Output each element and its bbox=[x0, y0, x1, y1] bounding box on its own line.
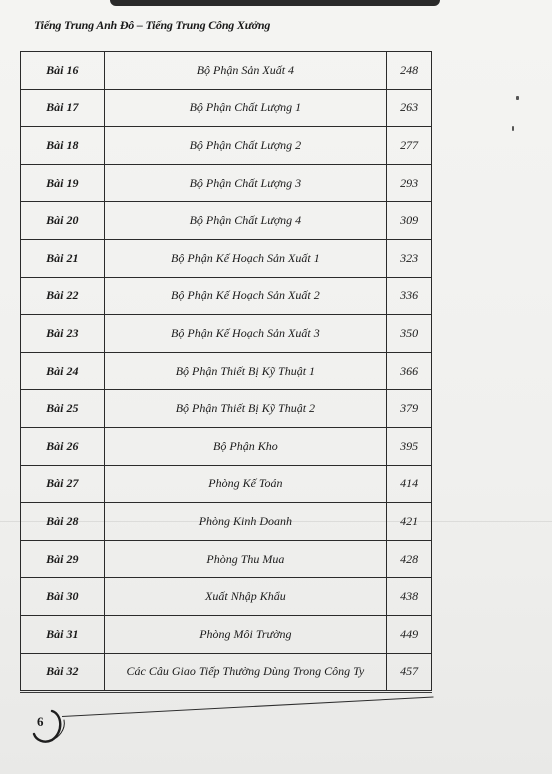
lesson-number: Bài 24 bbox=[21, 352, 105, 390]
lesson-title: Bộ Phận Kế Hoạch Sản Xuất 3 bbox=[104, 315, 387, 353]
table-row bbox=[21, 315, 432, 353]
page-number-cell: 263 bbox=[387, 89, 432, 127]
lesson-number: Bài 19 bbox=[21, 164, 105, 202]
page-number-cell: 457 bbox=[387, 653, 432, 691]
table-row bbox=[21, 52, 432, 90]
table-row bbox=[21, 239, 432, 277]
lesson-number: Bài 20 bbox=[21, 202, 105, 240]
lesson-title: Bộ Phận Kế Hoạch Sản Xuất 2 bbox=[104, 277, 387, 315]
lesson-number: Bài 17 bbox=[21, 89, 105, 127]
lesson-title: Bộ Phận Thiết Bị Kỹ Thuật 2 bbox=[104, 390, 387, 428]
page-number-cell: 350 bbox=[387, 315, 432, 353]
table-row bbox=[21, 578, 432, 616]
lesson-title: Bộ Phận Kho bbox=[104, 427, 387, 465]
lesson-number: Bài 31 bbox=[21, 615, 105, 653]
lesson-number: Bài 18 bbox=[21, 127, 105, 165]
lesson-number: Bài 22 bbox=[21, 277, 105, 315]
lesson-number: Bài 28 bbox=[21, 503, 105, 541]
lesson-title: Bộ Phận Chất Lượng 3 bbox=[104, 164, 387, 202]
page-number-cell: 366 bbox=[387, 352, 432, 390]
page-number-cell: 379 bbox=[387, 390, 432, 428]
scan-speck bbox=[512, 126, 514, 131]
table-row bbox=[21, 127, 432, 165]
lesson-number: Bài 29 bbox=[21, 540, 105, 578]
lesson-title: Bộ Phận Kế Hoạch Sản Xuất 1 bbox=[104, 239, 387, 277]
scanner-top-edge bbox=[110, 0, 440, 6]
table-row bbox=[21, 653, 432, 691]
lesson-title: Các Câu Giao Tiếp Thường Dùng Trong Công Ty bbox=[104, 653, 387, 691]
page-number-cell: 248 bbox=[387, 52, 432, 90]
lesson-title: Bộ Phận Thiết Bị Kỹ Thuật 1 bbox=[104, 352, 387, 390]
swirl-ornament-icon bbox=[28, 708, 68, 744]
lesson-number: Bài 25 bbox=[21, 390, 105, 428]
lesson-title: Phòng Kinh Doanh bbox=[104, 503, 387, 541]
lesson-number: Bài 21 bbox=[21, 239, 105, 277]
lesson-number: Bài 27 bbox=[21, 465, 105, 503]
lesson-title: Bộ Phận Chất Lượng 4 bbox=[104, 202, 387, 240]
running-header: Tiếng Trung Anh Đô – Tiếng Trung Công Xưởng bbox=[34, 18, 271, 32]
page-number-cell: 421 bbox=[387, 503, 432, 541]
page-number-cell: 395 bbox=[387, 427, 432, 465]
bottom-rule bbox=[20, 692, 432, 693]
lesson-title: Bộ Phận Chất Lượng 1 bbox=[104, 89, 387, 127]
table-row bbox=[21, 202, 432, 240]
table-row bbox=[21, 277, 432, 315]
lesson-number: Bài 32 bbox=[21, 653, 105, 691]
page-number-cell: 438 bbox=[387, 578, 432, 616]
toc-body bbox=[21, 52, 432, 691]
table-row bbox=[21, 390, 432, 428]
lesson-number: Bài 23 bbox=[21, 315, 105, 353]
lesson-title: Phòng Kế Toán bbox=[104, 465, 387, 503]
lesson-number: Bài 26 bbox=[21, 427, 105, 465]
page-number-cell: 277 bbox=[387, 127, 432, 165]
lesson-title: Bộ Phận Sản Xuất 4 bbox=[104, 52, 387, 90]
page-number-cell: 336 bbox=[387, 277, 432, 315]
table-row bbox=[21, 352, 432, 390]
page-number-cell: 309 bbox=[387, 202, 432, 240]
page-number-cell: 428 bbox=[387, 540, 432, 578]
table-row bbox=[21, 503, 432, 541]
lesson-number: Bài 30 bbox=[21, 578, 105, 616]
table-row bbox=[21, 164, 432, 202]
footer-decorative-line bbox=[62, 697, 434, 717]
lesson-title: Phòng Môi Trường bbox=[104, 615, 387, 653]
page-number-cell: 323 bbox=[387, 239, 432, 277]
table-row bbox=[21, 615, 432, 653]
scan-speck bbox=[516, 96, 519, 100]
page-number-cell: 449 bbox=[387, 615, 432, 653]
lesson-title: Xuất Nhập Khẩu bbox=[104, 578, 387, 616]
table-of-contents bbox=[20, 51, 432, 691]
lesson-title: Phòng Thu Mua bbox=[104, 540, 387, 578]
table-row bbox=[21, 89, 432, 127]
page-number-cell: 293 bbox=[387, 164, 432, 202]
table-row bbox=[21, 465, 432, 503]
lesson-number: Bài 16 bbox=[21, 52, 105, 90]
table-row bbox=[21, 427, 432, 465]
page-number-cell: 414 bbox=[387, 465, 432, 503]
page-number-badge bbox=[28, 708, 68, 744]
lesson-title: Bộ Phận Chất Lượng 2 bbox=[104, 127, 387, 165]
page-number: 6 bbox=[37, 714, 44, 729]
table-row bbox=[21, 540, 432, 578]
